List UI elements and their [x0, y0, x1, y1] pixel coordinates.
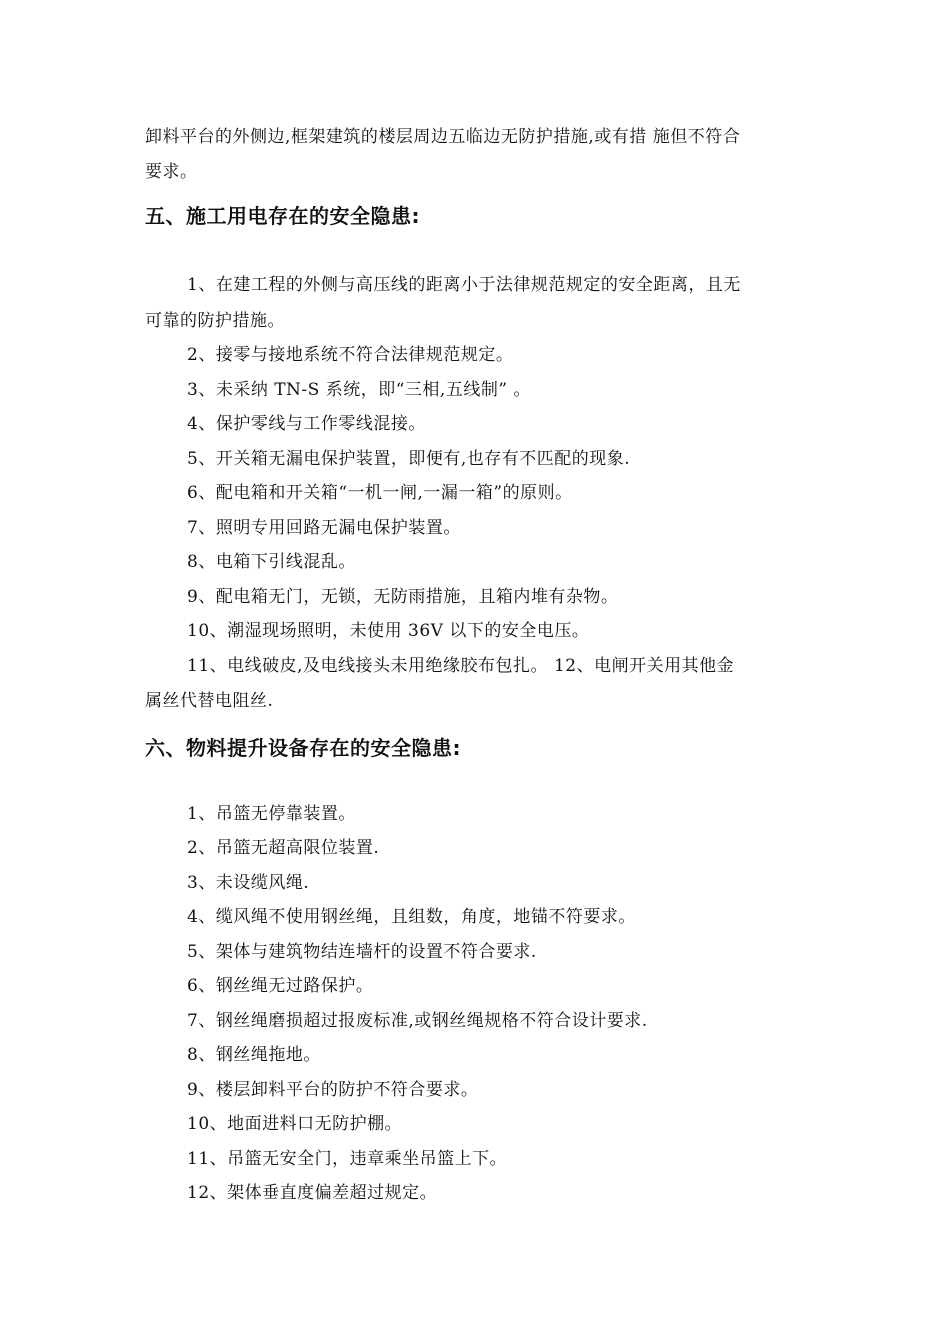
section-6-item: 3、未设缆风绳. — [187, 873, 310, 893]
section-6-heading: 六、物料提升设备存在的安全隐患: — [145, 736, 461, 760]
section-6-item: 4、缆风绳不使用钢丝绳，且组数，角度，地锚不符要求。 — [187, 907, 636, 927]
section-6-item: 9、楼层卸料平台的防护不符合要求。 — [187, 1080, 479, 1100]
section-5-item: 11、电线破皮,及电线接头未用绝缘胶布包扎。 12、电闸开关用其他金 — [187, 656, 735, 676]
section-5-item: 9、配电箱无门，无锁，无防雨措施，且箱内堆有杂物。 — [187, 587, 619, 607]
section-5-item: 3、未采纳 TN-S 系统，即“三相,五线制” 。 — [187, 380, 531, 400]
intro-line-2: 要求。 — [145, 162, 198, 182]
section-5-item: 1、在建工程的外侧与高压线的距离小于法律规范规定的安全距离，且无 — [187, 275, 741, 295]
section-5-item: 8、电箱下引线混乱。 — [187, 552, 356, 572]
section-6-item: 1、吊篮无停靠装置。 — [187, 804, 356, 824]
section-5-item: 7、照明专用回路无漏电保护装置。 — [187, 518, 461, 538]
section-5-item-continuation: 属丝代替电阻丝. — [145, 691, 274, 711]
section-6-item: 5、架体与建筑物结连墙杆的设置不符合要求. — [187, 942, 537, 962]
section-5-item: 5、开关箱无漏电保护装置，即便有,也存有不匹配的现象. — [187, 449, 631, 469]
section-6-item: 10、地面进料口无防护棚。 — [187, 1114, 403, 1134]
section-5-item: 6、配电箱和开关箱“一机一闸,一漏一箱”的原则。 — [187, 483, 573, 503]
intro-line-1: 卸料平台的外侧边,框架建筑的楼层周边五临边无防护措施,或有措 施但不符合 — [145, 127, 741, 147]
section-5-item-continuation: 可靠的防护措施。 — [145, 311, 285, 331]
section-6-item: 2、吊篮无超高限位装置. — [187, 838, 380, 858]
section-6-item: 12、架体垂直度偏差超过规定。 — [187, 1183, 438, 1203]
section-6-item: 11、吊篮无安全门，违章乘坐吊篮上下。 — [187, 1149, 508, 1169]
section-6-item: 8、钢丝绳拖地。 — [187, 1045, 321, 1065]
section-5-item: 4、保护零线与工作零线混接。 — [187, 414, 426, 434]
section-5-heading: 五、施工用电存在的安全隐患: — [145, 204, 420, 228]
section-6-item: 7、钢丝绳磨损超过报废标准,或钢丝绳规格不符合设计要求. — [187, 1011, 648, 1031]
section-5-item: 10、潮湿现场照明，未使用 36V 以下的安全电压。 — [187, 621, 590, 641]
section-5-item: 2、接零与接地系统不符合法律规范规定。 — [187, 345, 514, 365]
section-6-item: 6、钢丝绳无过路保护。 — [187, 976, 374, 996]
